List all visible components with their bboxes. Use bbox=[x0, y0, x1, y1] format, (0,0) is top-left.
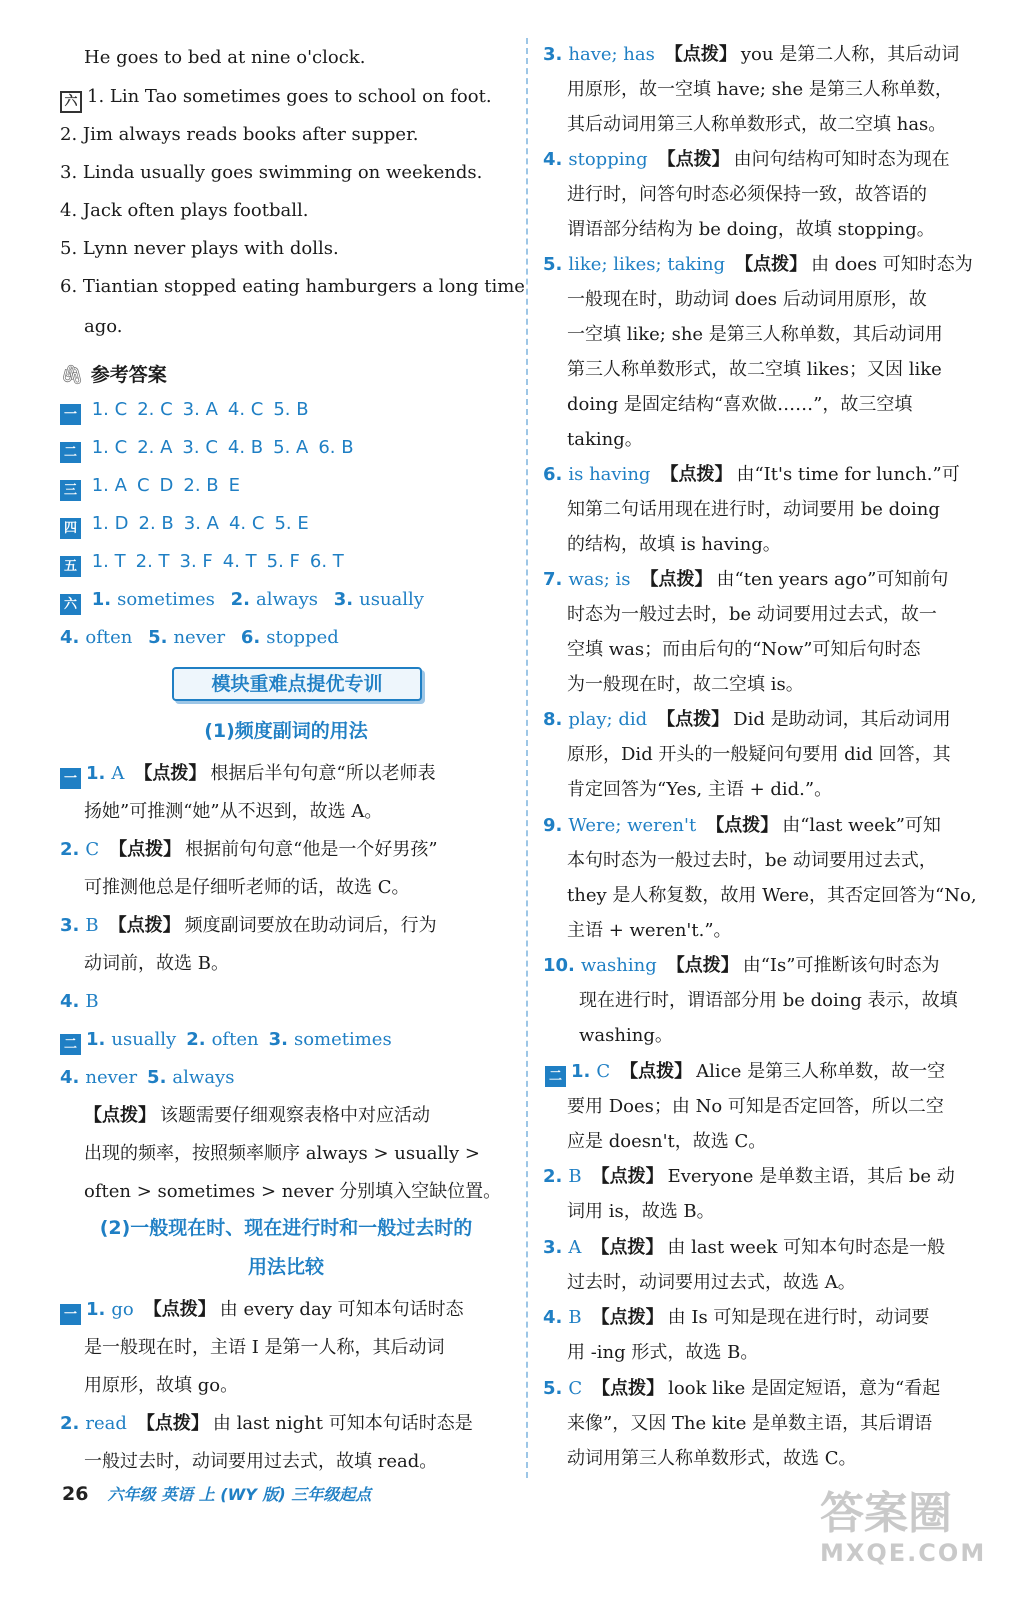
explanation-line: 用原形，故填 go。 bbox=[84, 1375, 239, 1396]
explanation-line: 2. read 【点拨】 由 last night 可知本句话时态是 bbox=[60, 1413, 473, 1434]
explanation-line: 3. A 【点拨】 由 last week 可知本句时态是一般 bbox=[543, 1237, 946, 1258]
reference-answers-heading: 🖇 参考答案 bbox=[60, 364, 167, 386]
explanation-line: 主语 + weren't.”。 bbox=[567, 920, 732, 941]
explanation-line: 一 1. A 【点拨】 根据后半句句意“所以老师表 bbox=[60, 762, 436, 789]
explanation-line: 二 1. usually 2. often 3. sometimes bbox=[60, 1028, 402, 1055]
explanation-line: 3. B 【点拨】 频度副词要放在助动词后，行为 bbox=[60, 915, 437, 936]
answer-row-6b: 4. often 5. never 6. stopped bbox=[60, 627, 339, 648]
answer-row-5: 五 1. T 2. T 3. F 4. T 5. F 6. T bbox=[60, 550, 354, 577]
explanation-line: 的结构，故填 is having。 bbox=[567, 534, 781, 555]
explanation-line: 5. C 【点拨】 look like 是固定短语，意为“看起 bbox=[543, 1378, 941, 1399]
text-line: 六 1. Lin Tao sometimes goes to school on foot. bbox=[60, 85, 492, 113]
explanation-line: 5. like; likes; taking 【点拨】 由 does 可知时态为 bbox=[543, 254, 973, 275]
explanation-line: 来像”，又因 The kite 是单数主语，其后谓语 bbox=[567, 1413, 933, 1434]
explanation-line: 肯定回答为“Yes, 主语 + did.”。 bbox=[567, 779, 833, 800]
explanation-line: 本句时态为一般过去时，be 动词要用过去式， bbox=[567, 850, 937, 871]
explanation-line: 为一般现在时，故二空填 is。 bbox=[567, 674, 804, 695]
explanation-line: 要用 Does；由 No 可知是否定回答，所以二空 bbox=[567, 1096, 944, 1117]
text-line: ago. bbox=[84, 316, 123, 337]
answer-row-3: 三 1. A C D 2. B E bbox=[60, 474, 250, 501]
explanation-line: 6. is having 【点拨】 由“It's time for lunch.”可 bbox=[543, 464, 960, 485]
section-heading-2: (2)一般现在时、现在进行时和一般过去时的 bbox=[99, 1217, 473, 1239]
explanation-line: 一空填 like; she 是第三人称单数，其后动词用 bbox=[567, 324, 943, 345]
text-line: 5. Lynn never plays with dolls. bbox=[60, 238, 339, 259]
explanation-line: 7. was; is 【点拨】 由“ten years ago”可知前句 bbox=[543, 569, 949, 590]
text-line: 2. Jim always reads books after supper. bbox=[60, 124, 419, 145]
page-number: 26 bbox=[62, 1483, 89, 1505]
explanation-line: doing 是固定结构“喜欢做……”，故三空填 bbox=[567, 394, 913, 415]
explanation-line: 词用 is，故选 B。 bbox=[567, 1201, 715, 1222]
explanation-line: 其后动词用第三人称单数形式，故二空填 has。 bbox=[567, 114, 947, 135]
explanation-line: 时态为一般过去时，be 动词要用过去式，故一 bbox=[567, 604, 937, 625]
book-title: 六年级 英语 上 (WY 版) 三年级起点 bbox=[107, 1485, 372, 1504]
answer-row-6: 六 1. sometimes 2. always 3. usually bbox=[60, 588, 434, 615]
explanation-line: 8. play; did 【点拨】 Did 是助动词，其后动词用 bbox=[543, 709, 951, 730]
explanation-line: 现在进行时，谓语部分用 be doing 表示，故填 bbox=[579, 990, 958, 1011]
explanation-line: 进行时，问答句时态必须保持一致，故答语的 bbox=[567, 184, 927, 205]
explanation-line: 是一般现在时，主语 I 是第一人称，其后动词 bbox=[84, 1337, 445, 1358]
explanation-line: 动词前，故选 B。 bbox=[84, 953, 229, 974]
module-banner: 模块重难点提优专训 bbox=[172, 667, 422, 701]
explanation-line: 4. B 【点拨】 由 Is 可知是现在进行时，动词要 bbox=[543, 1307, 930, 1328]
explanation-line: 一般过去时，动词要用过去式，故填 read。 bbox=[84, 1451, 438, 1472]
explanation-line: 动词用第三人称单数形式，故选 C。 bbox=[567, 1448, 857, 1469]
explanation-line: 谓语部分结构为 be doing，故填 stopping。 bbox=[567, 219, 935, 240]
explanation-line: 扬她”可推测“她”从不迟到，故选 A。 bbox=[84, 801, 383, 822]
answer-row-2: 二 1. C 2. A 3. C 4. B 5. A 6. B bbox=[60, 436, 364, 463]
section-heading-2b: 用法比较 bbox=[247, 1256, 324, 1278]
explanation-line: 3. have; has 【点拨】 you 是第二人称，其后动词 bbox=[543, 44, 960, 65]
explanation-line: 9. Were; weren't 【点拨】 由“last week”可知 bbox=[543, 815, 941, 836]
text-line: 4. Jack often plays football. bbox=[60, 200, 309, 221]
text-line: He goes to bed at nine o'clock. bbox=[84, 47, 366, 68]
text-line: 3. Linda usually goes swimming on weekends. bbox=[60, 162, 483, 183]
explanation-line: 一般现在时，助动词 does 后动词用原形，故 bbox=[567, 289, 927, 310]
explanation-line: 可推测他总是仔细听老师的话，故选 C。 bbox=[84, 877, 410, 898]
explanation-line: 应是 doesn't，故选 C。 bbox=[567, 1131, 767, 1152]
column-divider bbox=[526, 38, 528, 1478]
explanation-line: 第三人称单数形式，故二空填 likes；又因 like bbox=[567, 359, 942, 380]
explanation-line: taking。 bbox=[567, 429, 643, 450]
explanation-line: washing。 bbox=[579, 1025, 673, 1046]
explanation-line: 用 -ing 形式，故选 B。 bbox=[567, 1342, 759, 1363]
explanation-line: 4. never 5. always bbox=[60, 1067, 235, 1088]
explanation-line: often > sometimes > never 分别填入空缺位置。 bbox=[84, 1181, 502, 1202]
explanation-line: 4. B bbox=[60, 991, 99, 1012]
explanation-line: 空填 was；而由后句的“Now”可知后句时态 bbox=[567, 639, 921, 660]
explanation-line: 2. C 【点拨】 根据前句句意“他是一个好男孩” bbox=[60, 839, 438, 860]
section-heading-1: (1)频度副词的用法 bbox=[204, 720, 368, 742]
explanation-line: 一 1. go 【点拨】 由 every day 可知本句话时态 bbox=[60, 1298, 464, 1325]
text-line: 6. Tiantian stopped eating hamburgers a long time bbox=[60, 276, 525, 297]
section-six-marker: 六 bbox=[60, 91, 82, 113]
answer-row-1: 一 1. C 2. C 3. A 4. C 5. B bbox=[60, 398, 319, 425]
explanation-line: they 是人称复数，故用 Were，其否定回答为“No, bbox=[567, 885, 977, 906]
explanation-line: 原形，Did 开头的一般疑问句要用 did 回答，其 bbox=[567, 744, 951, 765]
explanation-line: 二 1. C 【点拨】 Alice 是第三人称单数，故一空 bbox=[545, 1060, 945, 1087]
paperclip-icon: 🖇 bbox=[60, 364, 85, 386]
explanation-line: 10. washing 【点拨】 由“Is”可推断该句时态为 bbox=[543, 955, 940, 976]
explanation-line: 出现的频率，按照频率顺序 always > usually > bbox=[84, 1143, 480, 1164]
watermark-logo: 答案圈 MXQE.COM bbox=[820, 1488, 987, 1567]
page-footer bbox=[62, 1482, 371, 1505]
explanation-line: 2. B 【点拨】 Everyone 是单数主语，其后 be 动 bbox=[543, 1166, 955, 1187]
answer-row-4: 四 1. D 2. B 3. A 4. C 5. E bbox=[60, 512, 319, 539]
explanation-line: 知第二句话用现在进行时，动词要用 be doing bbox=[567, 499, 940, 520]
explanation-line: 过去时，动词要用过去式，故选 A。 bbox=[567, 1272, 856, 1293]
explanation-line: 【点拨】 该题需要仔细观察表格中对应活动 bbox=[84, 1105, 430, 1126]
explanation-line: 用原形，故一空填 have; she 是第三人称单数， bbox=[567, 79, 953, 100]
explanation-line: 4. stopping 【点拨】 由问句结构可知时态为现在 bbox=[543, 149, 950, 170]
